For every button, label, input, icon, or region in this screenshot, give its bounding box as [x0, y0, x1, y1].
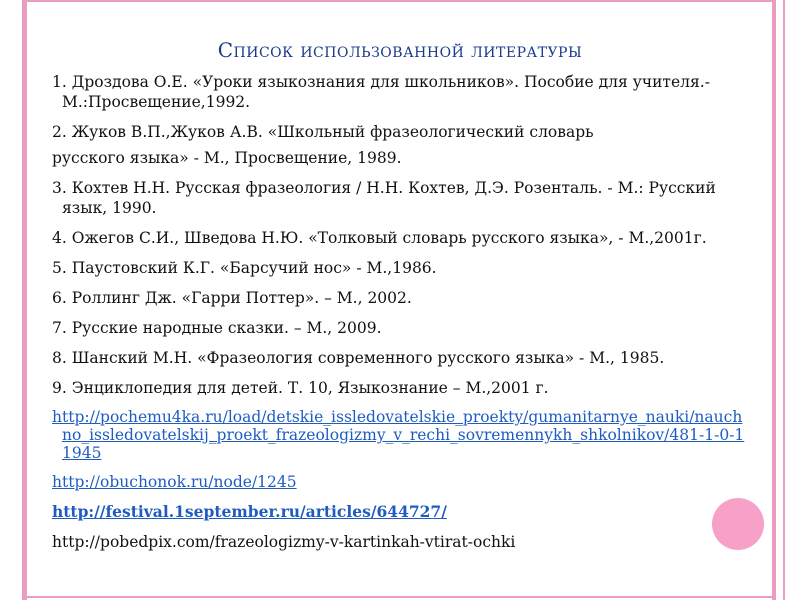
reference-item-8: 8. Шанский М.Н. «Фразеология современного русского языка» - М., 1985.: [52, 349, 665, 367]
slide-border-left: [22, 0, 27, 600]
reference-list: [52, 72, 752, 562]
reference-item-4: 4. Ожегов С.И., Шведова Н.Ю. «Толковый словарь русского языка», - М.,2001г.: [52, 229, 707, 247]
page-title: Список использованной литературы: [217, 38, 583, 62]
reference-item-9: 9. Энциклопедия для детей. Т. 10, Языкознание – М.,2001 г.: [52, 379, 549, 397]
slide-border-right-thin: [783, 0, 785, 600]
link-pochemu4ka[interactable]: http://pochemu4ka.ru/load/detskie_issledovatelskie_proekty/gumanitarnye_nauki/nauchno_issledovatelskij_proekt_frazeologizmy_v_rechi_sovremennykh_shkolnikov/481-1-0-11945: [52, 408, 745, 462]
reference-item-6: 6. Роллинг Дж. «Гарри Поттер». – М., 2002.: [52, 289, 412, 307]
reference-item-1: 1. Дроздова О.Е. «Уроки языкознания для школьников». Пособие для учителя.- М.:Просвещение,1992.: [52, 73, 710, 111]
reference-item-3: 3. Кохтев Н.Н. Русская фразеология / Н.Н. Кохтев, Д.Э. Розенталь. - М.: Русский язык, 1990.: [52, 179, 716, 217]
slide-border-right: [772, 0, 776, 600]
reference-item-2-continued: русского языка» - М., Просвещение, 1989.: [52, 149, 402, 167]
reference-item-2: 2. Жуков В.П.,Жуков А.В. «Школьный фразеологический словарь: [52, 123, 594, 141]
slide-border-bottom: [22, 596, 776, 598]
link-festival[interactable]: http://festival.1september.ru/articles/644727/: [52, 502, 447, 521]
link-pobedpix[interactable]: http://pobedpix.com/frazeologizmy-v-kartinkah-vtirat-ochki: [52, 533, 516, 551]
reference-item-5: 5. Паустовский К.Г. «Барсучий нос» - М.,1986.: [52, 259, 437, 277]
reference-item-7: 7. Русские народные сказки. – М., 2009.: [52, 319, 382, 337]
link-obuchonok[interactable]: http://obuchonok.ru/node/1245: [52, 473, 297, 491]
slide-border-top: [22, 0, 776, 2]
